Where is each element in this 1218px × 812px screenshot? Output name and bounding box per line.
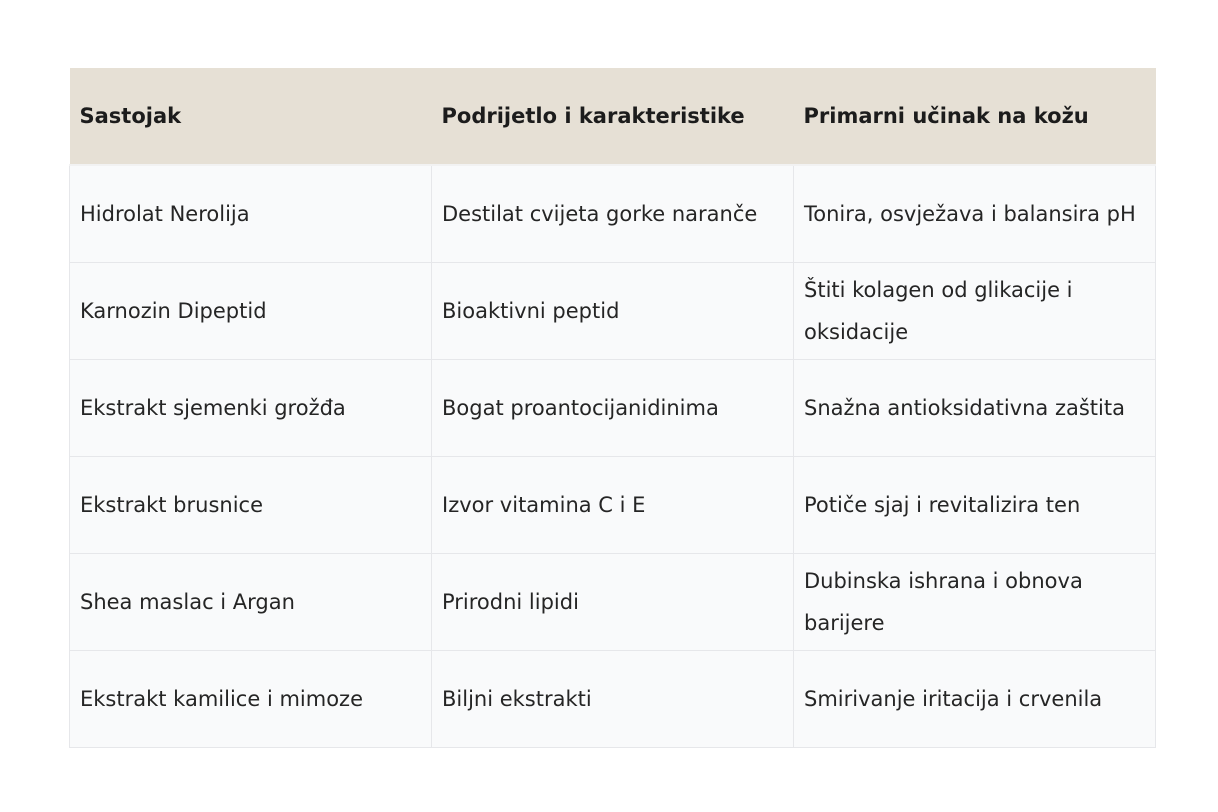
cell-effect: Potiče sjaj i revitalizira ten bbox=[794, 456, 1156, 553]
table-row bbox=[70, 650, 1156, 747]
cell-ingredient: Ekstrakt brusnice bbox=[70, 456, 432, 553]
table-row bbox=[70, 553, 1156, 650]
table-header bbox=[70, 68, 1156, 165]
cell-effect: Dubinska ishrana i obnova barijere bbox=[794, 553, 1156, 650]
cell-ingredient: Hidrolat Nerolija bbox=[70, 165, 432, 262]
cell-origin: Biljni ekstrakti bbox=[432, 650, 794, 747]
cell-effect: Smirivanje iritacija i crvenila bbox=[794, 650, 1156, 747]
cell-effect: Tonira, osvježava i balansira pH bbox=[794, 165, 1156, 262]
cell-origin: Bogat proantocijanidinima bbox=[432, 359, 794, 456]
cell-effect: Snažna antioksidativna zaštita bbox=[794, 359, 1156, 456]
cell-ingredient: Ekstrakt kamilice i mimoze bbox=[70, 650, 432, 747]
table-row bbox=[70, 165, 1156, 262]
header-origin: Podrijetlo i karakteristike bbox=[432, 68, 794, 165]
cell-origin: Izvor vitamina C i E bbox=[432, 456, 794, 553]
cell-origin: Destilat cvijeta gorke naranče bbox=[432, 165, 794, 262]
header-effect: Primarni učinak na kožu bbox=[794, 68, 1156, 165]
cell-ingredient: Ekstrakt sjemenki grožđa bbox=[70, 359, 432, 456]
table-row bbox=[70, 456, 1156, 553]
cell-ingredient: Karnozin Dipeptid bbox=[70, 262, 432, 359]
cell-origin: Prirodni lipidi bbox=[432, 553, 794, 650]
table-body bbox=[70, 165, 1156, 747]
ingredients-table bbox=[69, 68, 1156, 748]
ingredients-table-container bbox=[69, 68, 1155, 748]
cell-ingredient: Shea maslac i Argan bbox=[70, 553, 432, 650]
header-ingredient: Sastojak bbox=[70, 68, 432, 165]
table-row bbox=[70, 359, 1156, 456]
cell-effect: Štiti kolagen od glikacije i oksidacije bbox=[794, 262, 1156, 359]
cell-origin: Bioaktivni peptid bbox=[432, 262, 794, 359]
table-header-row bbox=[70, 68, 1156, 165]
table-row bbox=[70, 262, 1156, 359]
